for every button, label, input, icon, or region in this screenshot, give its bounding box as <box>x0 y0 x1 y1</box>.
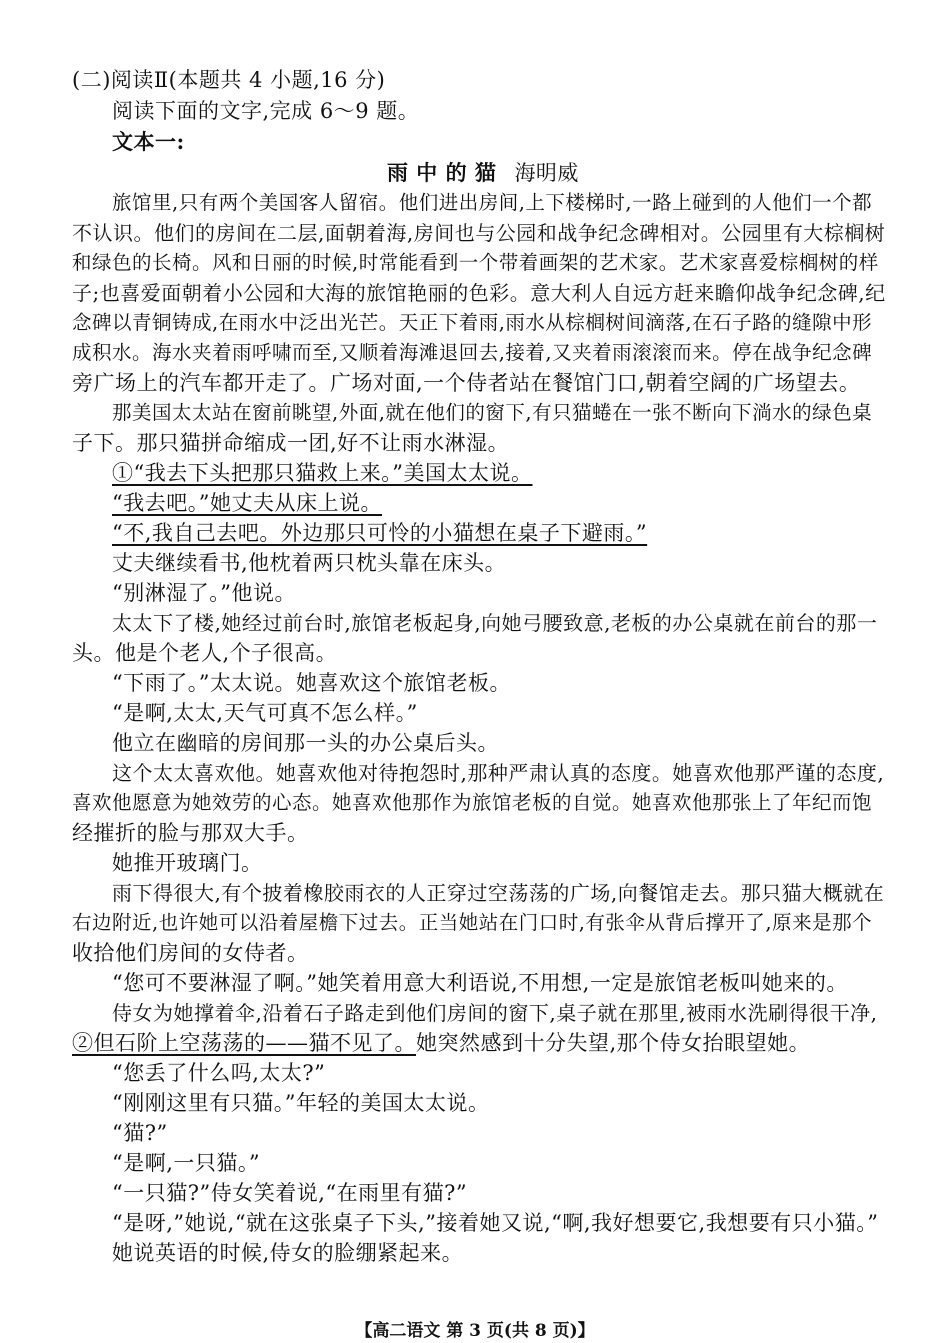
instruction: 阅读下面的文字,完成 6～9 题。 <box>112 99 420 123</box>
page-footer: 【高二语文 第 3 页(共 8 页)】 <box>355 1321 595 1341</box>
paragraph-line: “刚刚这里有只猫。”年轻的美国太太说。 <box>112 1091 490 1115</box>
paragraph-line: “是啊,太太,天气可真不怎么样。” <box>112 701 418 725</box>
paragraph-line: 右边附近,也许她可以沿着屋檐下过去。正当她站在门口时,有张伞从背后撑开了,原来是那个 <box>72 911 873 934</box>
paragraph-line: 丈夫继续看书,他枕着两只枕头靠在床头。 <box>112 551 507 575</box>
paragraph-line: 她说英语的时候,侍女的脸绷紧起来。 <box>112 1241 464 1265</box>
paragraph-line: 旁广场上的汽车都开走了。广场对面,一个侍者站在餐馆门口,朝着空阔的广场望去。 <box>72 371 861 395</box>
underlined-sentence-1: ①“我去下头把那只猫救上来。”美国太太说。 <box>112 461 533 485</box>
paragraph-line: 经摧折的脸与那双大手。 <box>72 821 309 845</box>
paragraph-line: 她推开玻璃门。 <box>112 851 263 875</box>
paragraph-line: 这个太太喜欢他。她喜欢他对待抱怨时,那种严肃认真的态度。她喜欢他那严谨的态度, <box>112 761 885 785</box>
paragraph-line: 太太下了楼,她经过前台时,旅馆老板起身,向她弓腰致意,老板的办公桌就在前台的那一 <box>112 611 878 635</box>
story-author: 海明威 <box>514 161 579 185</box>
paragraph-line: 雨下得很大,有个披着橡胶雨衣的人正穿过空荡荡的广场,向餐馆走去。那只猫大概就在 <box>112 881 885 905</box>
paragraph-line-mixed <box>72 1029 810 1057</box>
paragraph-line: 头。他是个老人,个子很高。 <box>72 641 338 665</box>
text-label: 文本一: <box>112 129 185 154</box>
story-title-block <box>387 159 579 187</box>
underlined-sentence-2: ②但石阶上空荡荡的——猫不见了。 <box>72 1031 416 1055</box>
paragraph-line: “是啊,一只猫。” <box>112 1151 261 1175</box>
story-title: 雨 中 的 猫 <box>387 160 497 185</box>
paragraph-line: 成积水。海水夹着雨呼啸而至,又顺着海滩退回去,接着,又夹着雨滚滚而来。停在战争纪念碑 <box>72 341 873 364</box>
underlined-sentence-1-cont: “不,我自己去吧。外边那只可怜的小猫想在桌子下避雨。” <box>112 521 648 545</box>
paragraph-line: 收拾他们房间的女侍者。 <box>72 941 309 965</box>
underlined-sentence-1-cont: “我去吧。”她丈夫从床上说。 <box>112 491 382 515</box>
section-header: (二)阅读Ⅱ(本题共 4 小题,16 分) <box>72 68 386 92</box>
paragraph-line: “一只猫?”侍女笑着说,“在雨里有猫?” <box>112 1181 468 1205</box>
paragraph-line: 那美国太太站在窗前眺望,外面,就在他们的窗下,有只猫蜷在一张不断向下淌水的绿色桌 <box>112 401 873 424</box>
paragraph-line-tail: 她突然感到十分失望,那个侍女抬眼望她。 <box>416 1031 811 1055</box>
paragraph-line: 侍女为她撑着伞,沿着石子路走到他们房间的窗下,桌子就在那里,被雨水洗刷得很干净, <box>112 1001 878 1025</box>
paragraph-line: 念碑以青铜铸成,在雨水中泛出光芒。天正下着雨,雨水从棕榈树间滴落,在石子路的缝隙中形 <box>72 311 873 334</box>
paragraph-line: 子;也喜爱面朝着小公园和大海的旅馆艳丽的色彩。意大利人自远方赶来瞻仰战争纪念碑,纪 <box>72 281 886 305</box>
paragraph-line: “是呀,”她说,“就在这张桌子下头,”接着她又说,“啊,我好想要它,我想要有只小猫。” <box>112 1211 879 1235</box>
paragraph-line: “猫?” <box>112 1121 168 1145</box>
paragraph-line: 他立在幽暗的房间那一头的办公桌后头。 <box>112 731 499 755</box>
paragraph-line: “下雨了。”太太说。她喜欢这个旅馆老板。 <box>112 671 511 695</box>
paragraph-line: 旅馆里,只有两个美国客人留宿。他们进出房间,上下楼梯时,一路上碰到的人他们一个都 <box>112 191 873 214</box>
paragraph-line: “您可不要淋湿了啊。”她笑着用意大利语说,不用想,一定是旅馆老板叫她来的。 <box>112 971 848 995</box>
paragraph-line: “您丢了什么吗,太太?” <box>112 1061 326 1085</box>
paragraph-line: 子下。那只猫拼命缩成一团,好不让雨水淋湿。 <box>72 431 510 455</box>
paragraph-line: 和绿色的长椅。风和日丽的时候,时常能看到一个带着画架的艺术家。艺术家喜爱棕榈树的样 <box>72 251 879 274</box>
paragraph-line: “别淋湿了。”他说。 <box>112 581 296 605</box>
paragraph-line: 不认识。他们的房间在二层,面朝着海,房间也与公园和战争纪念碑相对。公园里有大棕榈树 <box>72 221 886 245</box>
paragraph-line: 喜欢他愿意为她效劳的心态。她喜欢他那作为旅馆老板的自觉。她喜欢他那张上了年纪而饱 <box>72 791 873 814</box>
